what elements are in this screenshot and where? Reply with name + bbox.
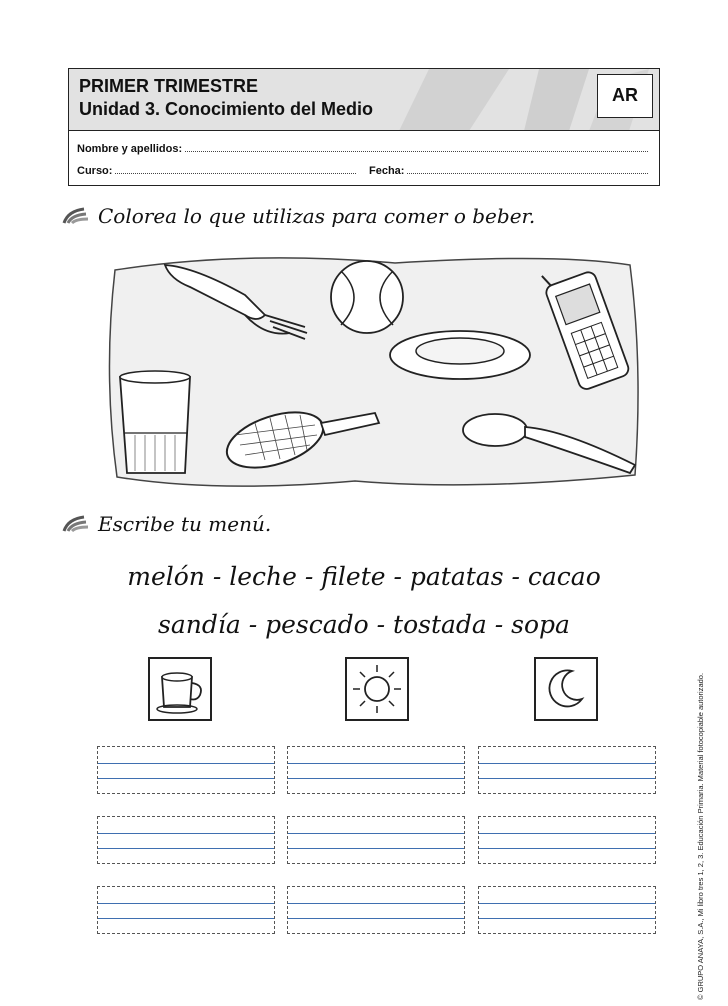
header-title-band — [69, 69, 659, 131]
title-term: PRIMER TRIMESTRE — [79, 76, 259, 96]
date-label: Fecha: — [369, 165, 405, 177]
exercise1-text: Colorea lo que utilizas para comer o beber. — [98, 204, 536, 228]
course-label: Curso: — [77, 165, 113, 177]
dinner-moon-frame — [534, 657, 598, 721]
sun-icon — [347, 659, 407, 719]
cup-icon — [150, 659, 210, 719]
writing-lines-breakfast-3[interactable] — [97, 886, 275, 934]
writing-lines-breakfast-1[interactable] — [97, 746, 275, 794]
writing-lines-lunch-2[interactable] — [287, 816, 465, 864]
level-badge: AR — [597, 74, 653, 118]
exercise-bullet-icon — [62, 515, 90, 533]
tennis-ball-icon[interactable] — [331, 261, 403, 333]
course-date-row — [77, 165, 651, 177]
moon-icon — [536, 659, 596, 719]
exercise1-instruction — [62, 204, 535, 228]
exercise2-instruction — [62, 512, 271, 536]
header-title — [79, 75, 373, 121]
writing-lines-lunch-1[interactable] — [287, 746, 465, 794]
writing-lines-dinner-2[interactable] — [478, 816, 656, 864]
name-label: Nombre y apellidos: — [77, 143, 183, 155]
course-field[interactable] — [115, 172, 356, 174]
glass-icon[interactable] — [120, 371, 190, 473]
exercise-bullet-icon — [62, 207, 90, 225]
menu-words-line2: sandía - pescado - tostada - sopa — [158, 610, 570, 639]
worksheet-header — [68, 68, 660, 186]
date-field[interactable] — [407, 172, 648, 174]
title-unit: Unidad 3. Conocimiento del Medio — [79, 99, 374, 119]
objects-illustration — [95, 245, 645, 495]
name-field[interactable] — [185, 150, 648, 152]
lunch-sun-frame — [345, 657, 409, 721]
plate-icon[interactable] — [390, 331, 530, 379]
writing-lines-lunch-3[interactable] — [287, 886, 465, 934]
breakfast-cup-frame — [148, 657, 212, 721]
exercise2-text: Escribe tu menú. — [98, 512, 272, 536]
writing-lines-dinner-3[interactable] — [478, 886, 656, 934]
writing-lines-breakfast-2[interactable] — [97, 816, 275, 864]
name-row — [77, 143, 651, 155]
writing-lines-dinner-1[interactable] — [478, 746, 656, 794]
copyright-notice: © GRUPO ANAYA, S.A., Mi libro tres 1, 2, 3. Educación Primaria. Material fotocopiable autorizado. — [696, 672, 705, 1000]
menu-words-line1: melón - leche - filete - patatas - cacao — [127, 562, 601, 591]
